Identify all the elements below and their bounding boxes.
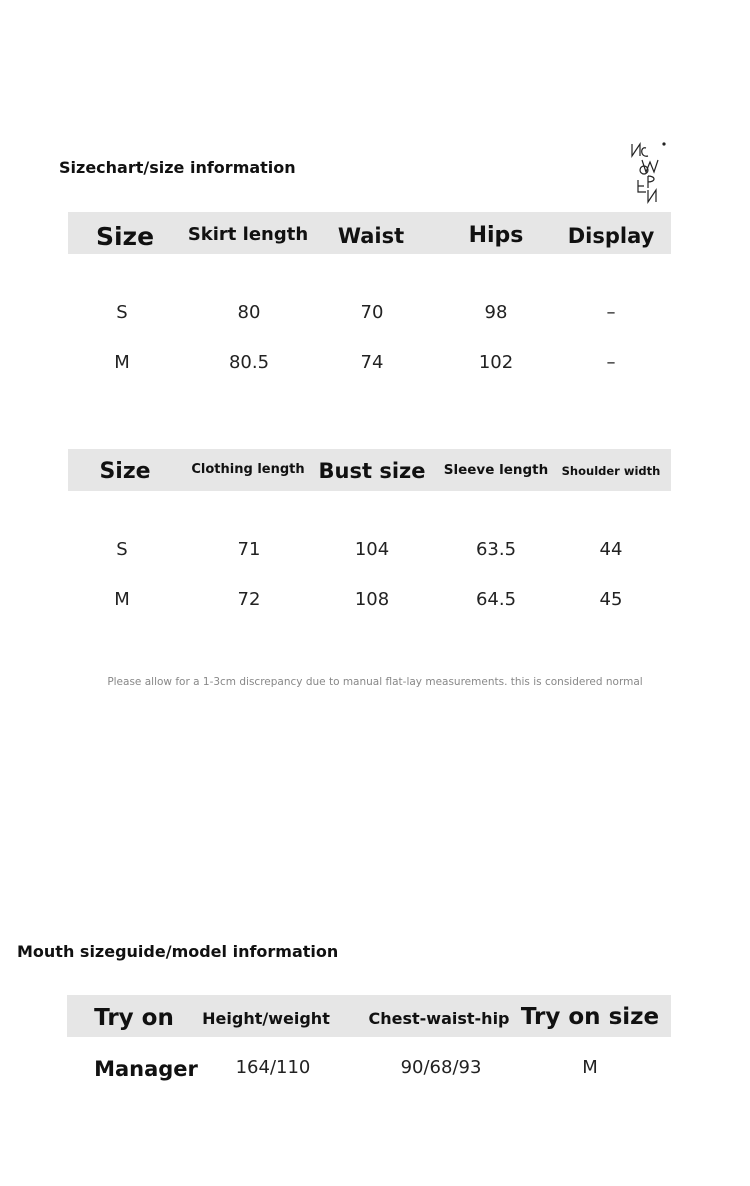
skirt-header-skirt-length: Skirt length: [187, 224, 309, 245]
measurement-note: Please allow for a 1-3cm discrepancy due to manual flat-lay measurements. this is considered normal: [107, 676, 643, 688]
top-row-s-shoulder-width: 44: [599, 539, 623, 560]
top-row-s-sleeve-length: 63.5: [475, 539, 517, 560]
model-row-height-weight: 164/110: [235, 1057, 311, 1078]
skirt-row-s-hips: 98: [484, 302, 508, 323]
top-header-shoulder-width: Shoulder width: [561, 464, 661, 478]
skirt-row-s-size: S: [116, 302, 128, 323]
skirt-row-m-display: –: [606, 352, 616, 373]
top-row-m-size: M: [114, 589, 130, 610]
model-row-name: Manager: [94, 1057, 198, 1081]
model-section-title: Mouth sizeguide/model information: [17, 942, 339, 961]
model-header-try-on-size: Try on size: [520, 1004, 660, 1030]
top-header-bust-size: Bust size: [318, 459, 426, 483]
skirt-row-m-hips: 102: [478, 352, 514, 373]
top-row-s-bust-size: 104: [354, 539, 390, 560]
model-row-size: M: [582, 1057, 598, 1078]
top-row-m-clothing-length: 72: [237, 589, 261, 610]
skirt-row-m-waist: 74: [360, 352, 384, 373]
top-row-m-shoulder-width: 45: [599, 589, 623, 610]
skirt-header-waist: Waist: [337, 224, 405, 248]
skirt-row-m-skirt-length: 80.5: [228, 352, 270, 373]
model-header-height-weight: Height/weight: [202, 1009, 330, 1028]
model-header-chest-waist-hip: Chest-waist-hip: [368, 1009, 510, 1028]
top-header-clothing-length: Clothing length: [191, 462, 305, 477]
skirt-row-m-size: M: [114, 352, 130, 373]
top-header-size: Size: [99, 459, 151, 484]
top-row-m-bust-size: 108: [354, 589, 390, 610]
skirt-header-size: Size: [95, 222, 155, 251]
top-header-sleeve-length: Sleeve length: [443, 462, 549, 478]
skirt-row-s-display: –: [606, 302, 616, 323]
skirt-row-s-waist: 70: [360, 302, 384, 323]
model-row-chest-waist-hip: 90/68/93: [400, 1057, 482, 1078]
model-header-try-on: Try on: [94, 1005, 174, 1031]
skirt-header-hips: Hips: [468, 223, 524, 248]
top-row-s-clothing-length: 71: [237, 539, 261, 560]
skirt-header-display: Display: [567, 224, 655, 248]
size-section-title: Sizechart/size information: [59, 158, 296, 177]
top-row-s-size: S: [116, 539, 128, 560]
brand-logo: [618, 140, 670, 204]
top-row-m-sleeve-length: 64.5: [475, 589, 517, 610]
skirt-row-s-skirt-length: 80: [237, 302, 261, 323]
